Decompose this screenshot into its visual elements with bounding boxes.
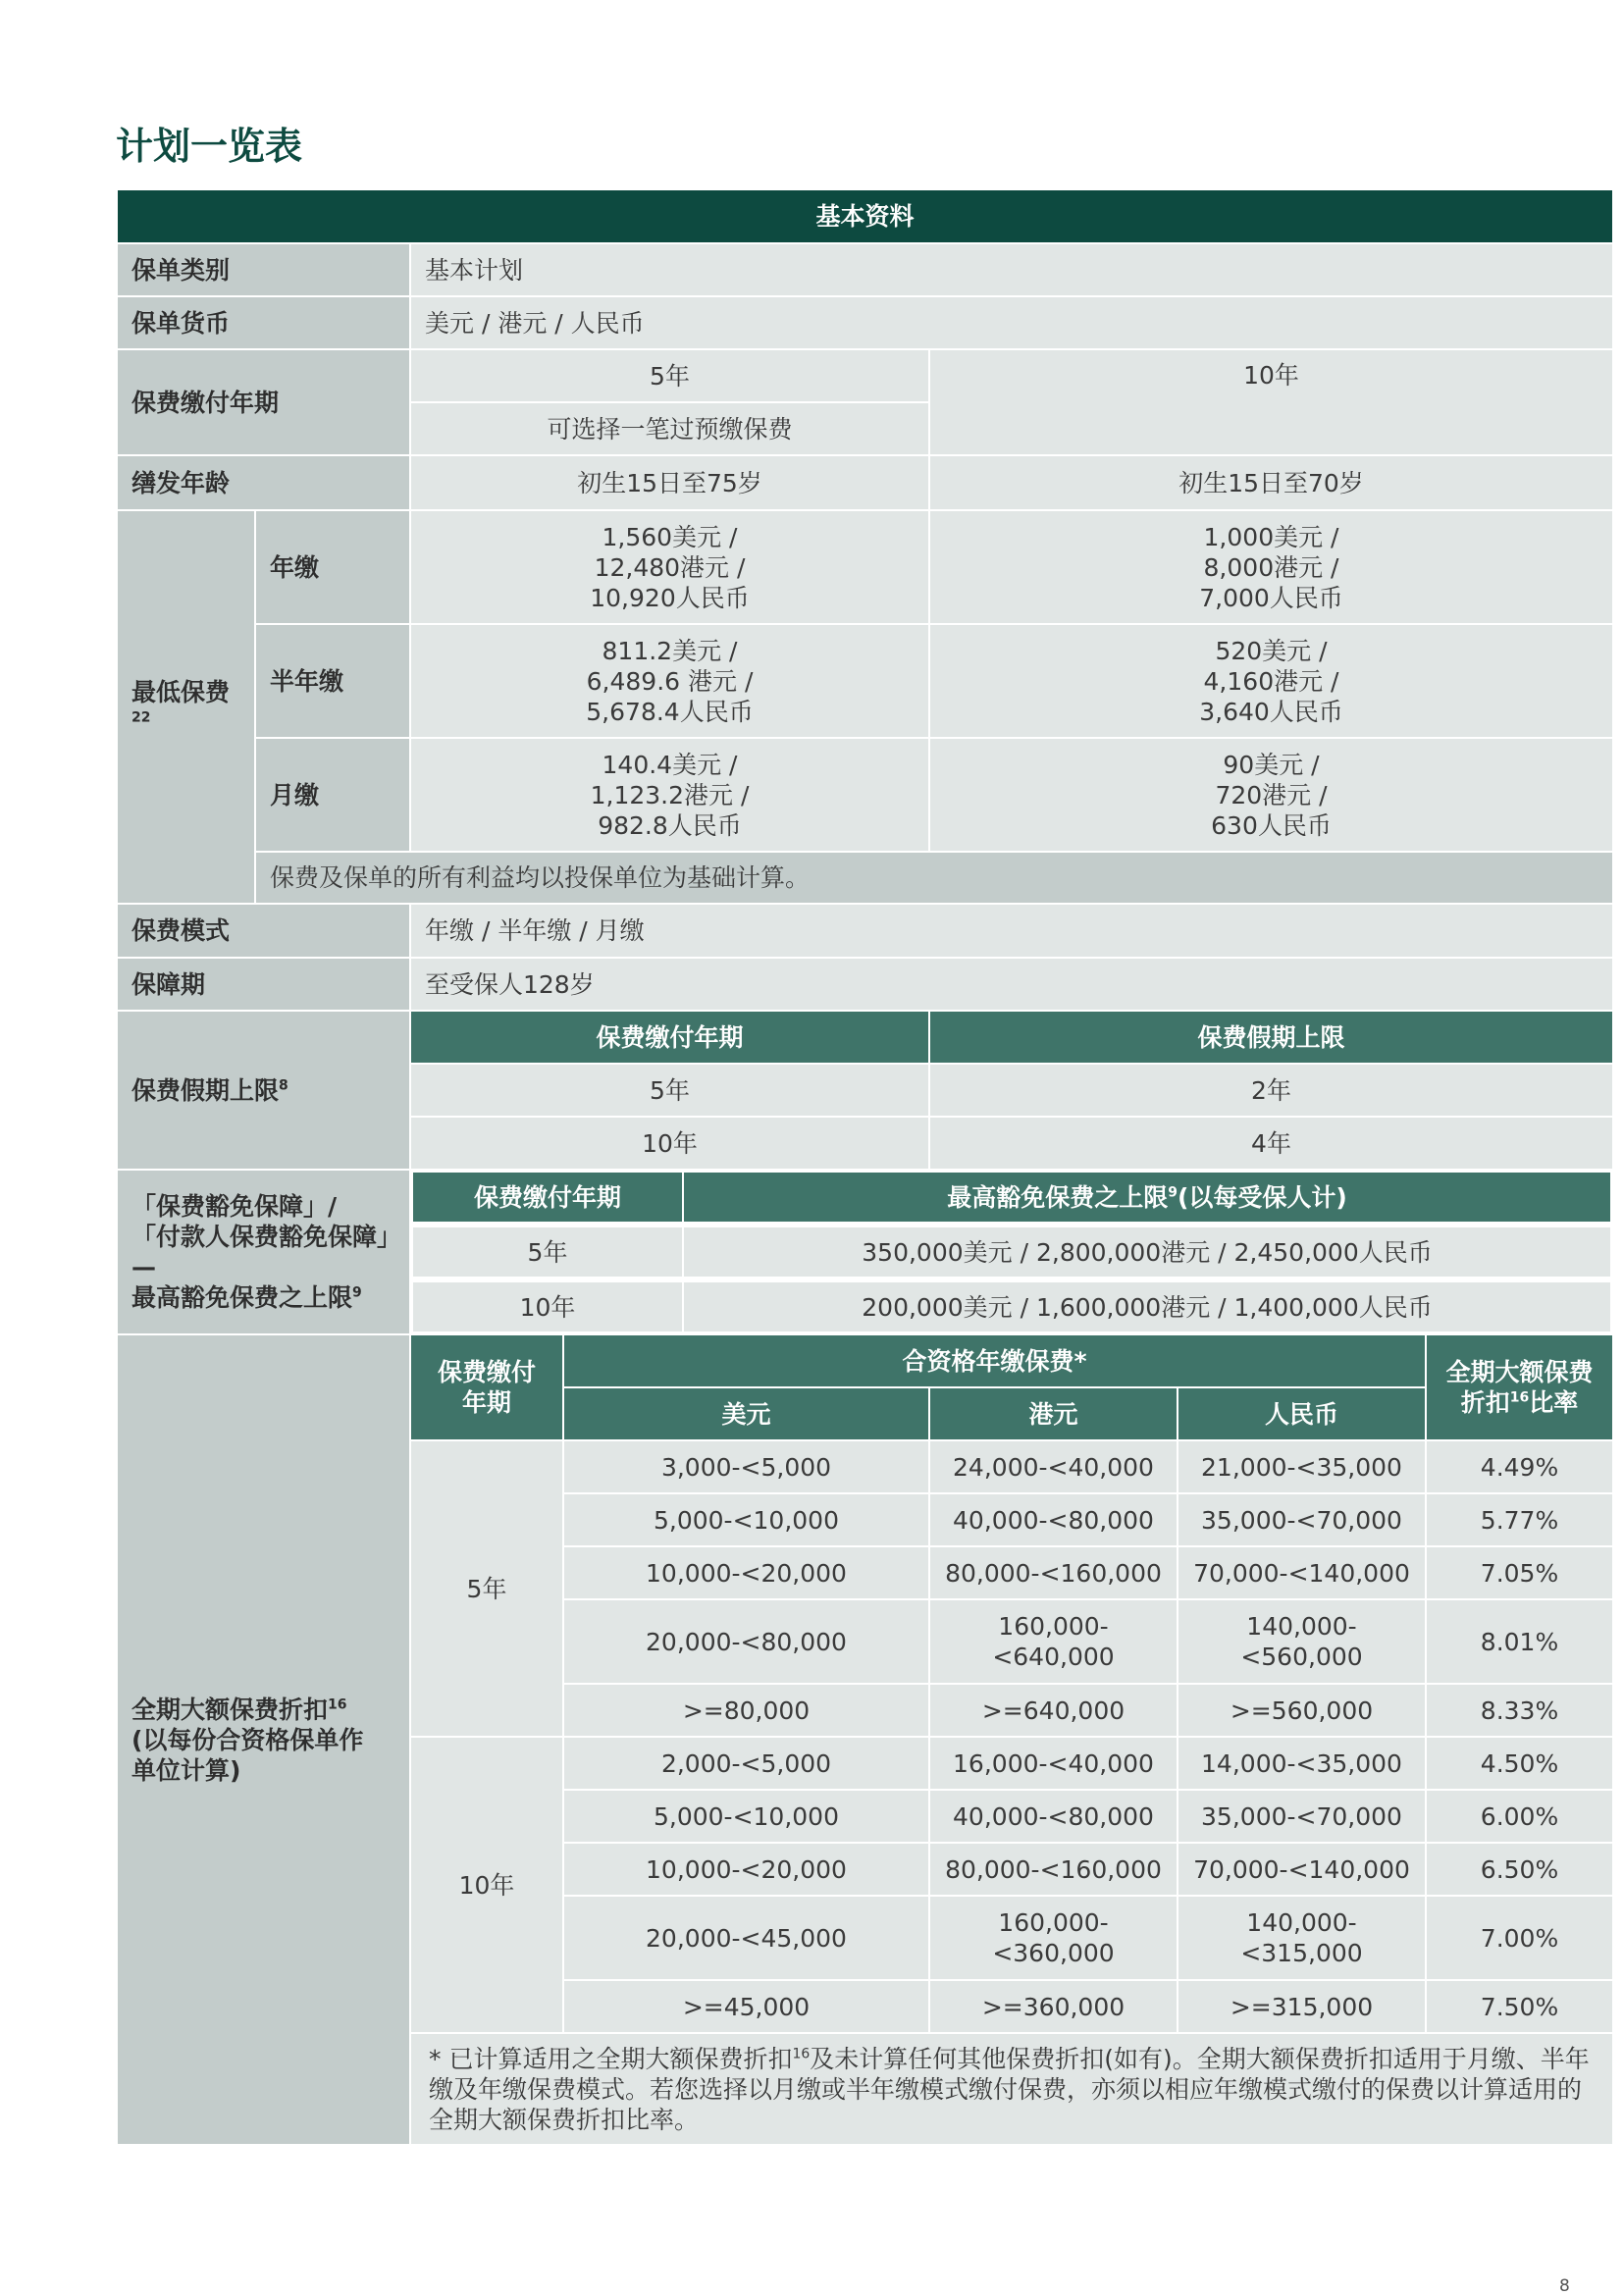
holiday-col-limit: 保费假期上限 [929,1011,1613,1064]
min-premium-5: 1,560美元 / 12,480港元 / 10,920人民币 [410,510,929,624]
holiday-limit: 4年 [929,1117,1613,1170]
discount-hkd: >=360,000 [929,1980,1178,2033]
waiver-col-cap: 最高豁免保费之上限$^9$(以每受保人计) [683,1172,1611,1223]
waiver-term: 5年 [412,1226,683,1278]
min-premium-10: 520美元 / 4,160港元 / 3,640人民币 [929,624,1613,738]
discount-usd: >=45,000 [563,1980,929,2033]
discount-hkd: >=640,000 [929,1684,1178,1737]
min-premium-5: 140.4美元 / 1,123.2港元 / 982.8人民币 [410,738,929,852]
discount-hkd: 80,000-<160,000 [929,1546,1178,1599]
discount-rate: 6.00% [1426,1790,1613,1843]
row-label: 保单货币 [117,296,410,349]
row-label: 保费缴付年期 [117,349,410,455]
min-premium-label: 最低保费$^{22}$ [117,510,255,904]
discount-usd: 3,000-<5,000 [563,1440,929,1493]
plan-summary-table [116,188,1614,2146]
discount-usd: 10,000-<20,000 [563,1546,929,1599]
holiday-col-term: 保费缴付年期 [410,1011,929,1064]
discount-rate: 7.00% [1426,1896,1613,1980]
mode-label: 半年缴 [255,624,410,738]
discount-rate: 8.01% [1426,1599,1613,1684]
discount-rmb: 21,000-<35,000 [1178,1440,1426,1493]
row-value: 基本计划 [410,243,1613,296]
row-policy-type [117,243,1613,296]
discount-rmb: 35,000-<70,000 [1178,1493,1426,1546]
discount-rate: 4.50% [1426,1737,1613,1790]
mode-label: 年缴 [255,510,410,624]
discount-rmb: 140,000- <315,000 [1178,1896,1426,1980]
discount-hkd: 160,000- <640,000 [929,1599,1178,1684]
discount-usd: 10,000-<20,000 [563,1843,929,1896]
discount-col-usd: 美元 [563,1387,929,1440]
waiver-cap: 350,000美元 / 2,800,000港元 / 2,450,000人民币 [683,1226,1611,1278]
discount-rate: 7.50% [1426,1980,1613,2033]
page-number: 8 [1559,2276,1570,2296]
row-value: 美元 / 港元 / 人民币 [410,296,1613,349]
discount-rmb: 70,000-<140,000 [1178,1843,1426,1896]
issue-age-10: 初生15日至70岁 [929,455,1613,510]
discount-col-rate: 全期大额保费 折扣$^{16}$比率 [1426,1334,1613,1440]
mode-label: 月缴 [255,738,410,852]
row-label: 保费模式 [117,904,410,958]
discount-col-group: 合资格年缴保费* [563,1334,1426,1387]
waiver-col-term: 保费缴付年期 [412,1172,683,1223]
waiver-cap: 200,000美元 / 1,600,000港元 / 1,400,000人民币 [683,1281,1611,1332]
row-issue-age [117,455,1613,510]
row-min-premium-semi [117,624,1613,738]
min-premium-10: 1,000美元 / 8,000港元 / 7,000人民币 [929,510,1613,624]
row-label: 保障期 [117,958,410,1011]
holiday-term: 10年 [410,1117,929,1170]
waiver-label-line: 「付款人保费豁免保障」— [131,1223,390,1281]
discount-hkd: 24,000-<40,000 [929,1440,1178,1493]
discount-usd: 20,000-<80,000 [563,1599,929,1684]
discount-hkd: 160,000- <360,000 [929,1896,1178,1980]
discount-term: 10年 [410,1737,563,2033]
discount-hkd: 40,000-<80,000 [929,1493,1178,1546]
term-5-note: 可选择一笔过预缴保费 [410,402,929,455]
discount-usd: 5,000-<10,000 [563,1790,929,1843]
discount-usd: 20,000-<45,000 [563,1896,929,1980]
discount-label-line: 单位计算) [131,1755,241,1785]
discount-rate: 5.77% [1426,1493,1613,1546]
discount-usd: >=80,000 [563,1684,929,1737]
discount-rmb: 14,000-<35,000 [1178,1737,1426,1790]
row-premium-holiday [117,1011,1613,1064]
row-value: 至受保人128岁 [410,958,1613,1011]
waiver-label-line: 「保费豁免保障」/ [131,1192,338,1221]
row-currency [117,296,1613,349]
min-premium-note: 保费及保单的所有利益均以投保单位为基础计算。 [255,852,1613,904]
row-label: 保单类别 [117,243,410,296]
waiver-label-line: 最高豁免保费之上限$^9$ [131,1283,362,1312]
page-title: 计划一览表 [116,125,303,168]
issue-age-5: 初生15日至75岁 [410,455,929,510]
discount-usd: 5,000-<10,000 [563,1493,929,1546]
discount-hkd: 40,000-<80,000 [929,1790,1178,1843]
discount-rmb: 140,000- <560,000 [1178,1599,1426,1684]
term-10: 10年 [929,349,1613,455]
row-premium-mode [117,904,1613,958]
discount-rate: 8.33% [1426,1684,1613,1737]
discount-usd: 2,000-<5,000 [563,1737,929,1790]
discount-hkd: 80,000-<160,000 [929,1843,1178,1896]
row-label: 缮发年龄 [117,455,410,510]
discount-rate: 4.49% [1426,1440,1613,1493]
discount-term: 5年 [410,1440,563,1737]
discount-col-hkd: 港元 [929,1387,1178,1440]
min-premium-5: 811.2美元 / 6,489.6 港元 / 5,678.4人民币 [410,624,929,738]
min-premium-10: 90美元 / 720港元 / 630人民币 [929,738,1613,852]
discount-rmb: 35,000-<70,000 [1178,1790,1426,1843]
discount-col-rmb: 人民币 [1178,1387,1426,1440]
discount-col-term: 保费缴付 年期 [410,1334,563,1440]
discount-label [117,1334,410,2145]
discount-rate: 6.50% [1426,1843,1613,1896]
discount-rmb: 70,000-<140,000 [1178,1546,1426,1599]
holiday-limit: 2年 [929,1064,1613,1117]
row-min-premium-annual [117,510,1613,624]
row-payment-term [117,349,1613,402]
row-waiver [117,1170,1613,1225]
waiver-label [117,1170,410,1334]
row-discount-header [117,1334,1613,1387]
holiday-label: 保费假期上限$^8$ [117,1011,410,1170]
row-value: 年缴 / 半年缴 / 月缴 [410,904,1613,958]
term-5: 5年 [410,349,929,402]
discount-rate: 7.05% [1426,1546,1613,1599]
row-min-premium-monthly [117,738,1613,852]
discount-footnote: * 已计算适用之全期大额保费折扣$^{16}$及未计算任何其他保费折扣(如有)。全期大额保费折扣适用于月缴、半年缴及年缴保费模式。若您选择以月缴或半年缴模式缴付保费，亦须以相应年缴模式缴付的保费以计算适用的全期大额保费折扣比率。 [410,2033,1613,2145]
discount-rmb: >=315,000 [1178,1980,1426,2033]
holiday-term: 5年 [410,1064,929,1117]
row-benefit-term [117,958,1613,1011]
section-header: 基本资料 [117,189,1613,243]
discount-label-line: (以每份合资格保单作 [131,1725,364,1754]
discount-rmb: >=560,000 [1178,1684,1426,1737]
waiver-term: 10年 [412,1281,683,1332]
discount-label-line: 全期大额保费折扣$^{16}$ [131,1695,347,1724]
waiver-table [411,1171,1612,1224]
discount-hkd: 16,000-<40,000 [929,1737,1178,1790]
